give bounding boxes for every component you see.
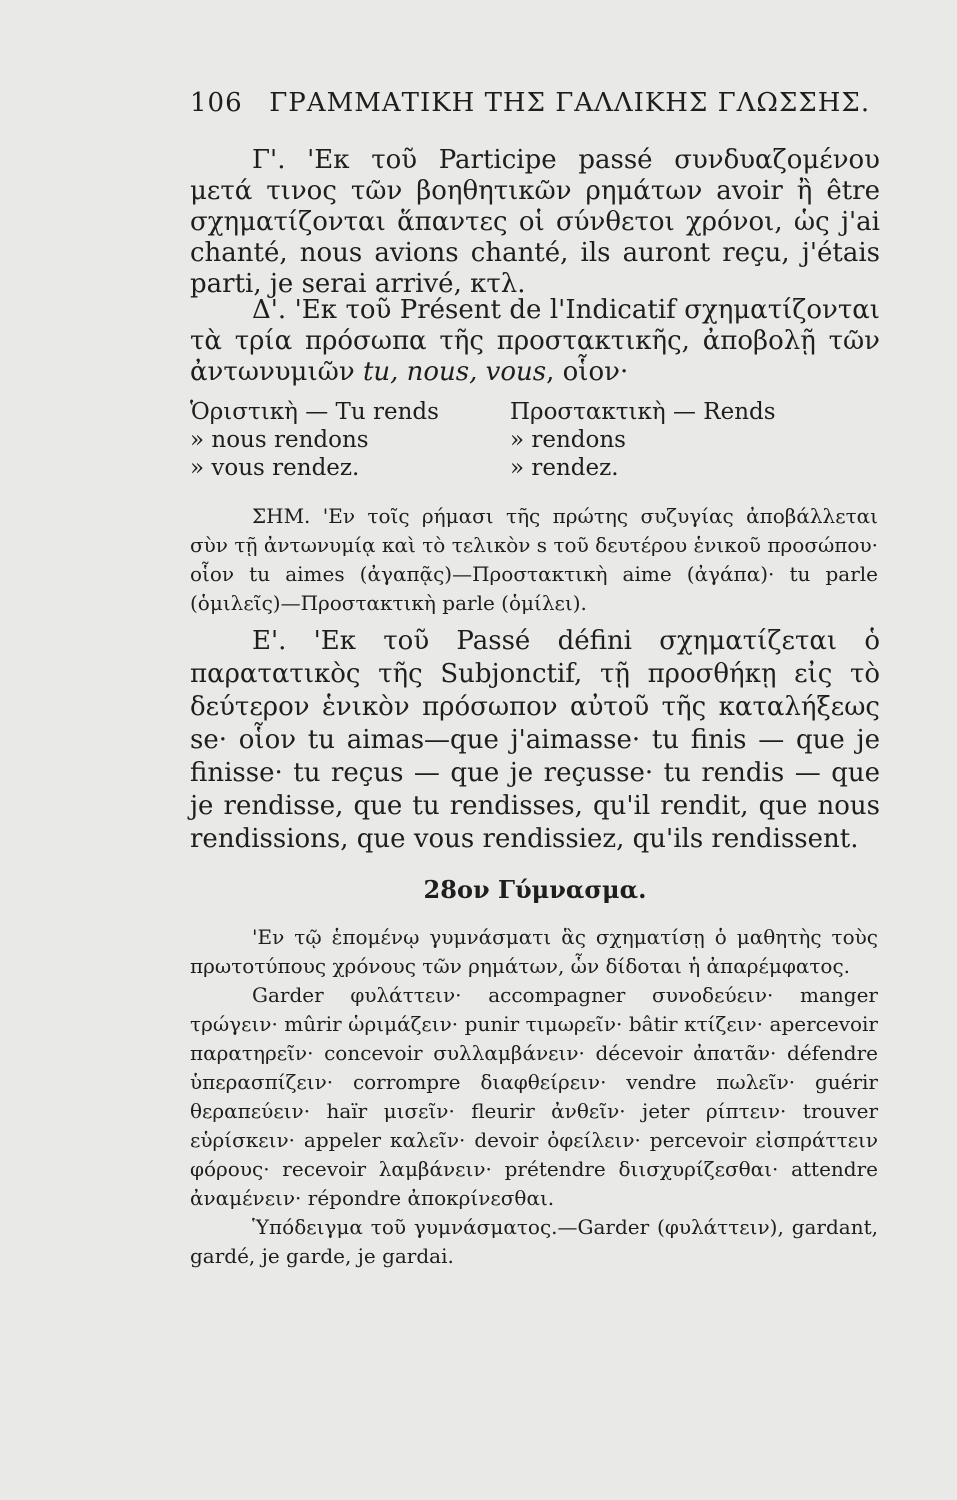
- conjugation-row: [190, 398, 890, 426]
- conjugation-table: [190, 398, 890, 482]
- exercise-verbs: Garder φυλάττειν· accompagner συνοδεύειν· manger τρώγειν· mûrir ὡριμάζειν· punir τιμωρεῖν· bâtir κτίζειν· apercevoir παρατηρεῖν· concevoir συλλαμβάνειν· décevoir ἀπατᾶν· défendre ὑπερασπίζειν· corrompre διαφθείρειν· vendre πωλεῖν· guérir θεραπεύειν· haïr μισεῖν· fleurir ἀνθεῖν· jeter ρίπτειν· trouver εὑρίσκειν· appeler καλεῖν· devoir ὀφείλειν· percevoir εἰσπράττειν φόρους· recevoir λαμβάνειν· prétendre διισχυρίζεσθαι· attendre ἀναμένειν· répondre ἀποκρίνεσθαι.: [190, 983, 878, 1210]
- running-title: ΓΡΑΜΜΑΤΙΚΗ ΤΗΣ ΓΑΛΛΙΚΗΣ ΓΛΩΣΣΗΣ.: [269, 88, 871, 118]
- section-c: [190, 145, 880, 300]
- note-paragraph: ΣΗΜ. 'Εν τοῖς ρήμασι τῆς πρώτης συζυγίας ἀποβάλλεται σὺν τῇ ἀντωνυμίᾳ καὶ τὸ τελικὸν s τοῦ δευτέρου ἑνικοῦ προσώπου· οἷον tu aimes (ἀγαπᾷς)—Προστακτικὴ aime (ἀγάπα)· tu parle (ὁμιλεῖς)—Προστακτικὴ parle (ὁμίλει).: [190, 504, 878, 615]
- imperative-form: Προστακτικὴ — Rends: [510, 399, 776, 425]
- section-e-paragraph: Ε'. 'Εκ τοῦ Passé défini σχηματίζεται ὁ παρατατικὸς τῆς Subjonctif, τῇ προσθήκῃ εἰς τὸ δεύτερον ἑνικὸν πρόσωπον αὐτοῦ τῆς καταλήξεως se· οἷον tu aimas—que j'aimasse· tu finis — que je finisse· tu reçus — que je reçusse· tu rendis — que je rendisse, que tu rendisses, qu'il rendit, que nous rendissions, que vous rendissiez, qu'ils rendissent.: [190, 626, 880, 854]
- page-header: [190, 88, 890, 118]
- exercise-intro: 'Εν τῷ ἑπομένῳ γυμνάσματι ἃς σχηματίσῃ ὁ μαθητὴς τοὺς πρωτοτύπους χρόνους τῶν ρημάτων, ὧν δίδοται ἡ ἀπαρέμφατος.: [190, 925, 878, 978]
- section-c-paragraph: Γ'. 'Εκ τοῦ Participe passé συνδυαζομένου μετά τινος τῶν βοηθητικῶν ρημάτων avoir ἢ être σχηματίζονται ἅπαντες οἱ σύνθετοι χρόνοι, ὡς j'ai chanté, nous avions chanté, ils auront reçu, j'étais parti, je serai arrivé, κτλ.: [190, 145, 880, 299]
- page-number: 106: [190, 88, 243, 118]
- section-d: [190, 295, 880, 388]
- exercise-example: Ὑπόδειγμα τοῦ γυμνάσματος.—Garder (φυλάττειν), gardant, gardé, je garde, je gardai.: [190, 1215, 878, 1268]
- imperative-form: » rendez.: [510, 455, 619, 481]
- indicative-form: » nous rendons: [190, 427, 369, 453]
- indicative-form: Ὁριστικὴ — Tu rends: [190, 399, 439, 425]
- conjugation-row: [190, 454, 890, 482]
- section-d-after: , οἷον·: [546, 357, 629, 387]
- indicative-form: » vous rendez.: [190, 455, 360, 481]
- imperative-form: » rendons: [510, 427, 626, 453]
- note: [190, 502, 878, 618]
- section-d-text: Δ'. 'Εκ τοῦ Présent de l'Indicatif σχηματίζονται τὰ τρία πρόσωπα τῆς προστακτικῆς, ἀποβολῇ τῶν ἀντωνυμιῶν: [190, 295, 880, 387]
- exercise-title: 28ον Γύμνασμα.: [423, 875, 647, 904]
- section-d-pronouns: tu, nous, vous: [362, 357, 547, 387]
- section-d-paragraph: [190, 295, 880, 388]
- exercise: [190, 923, 878, 1271]
- section-e: [190, 625, 880, 856]
- conjugation-row: [190, 426, 890, 454]
